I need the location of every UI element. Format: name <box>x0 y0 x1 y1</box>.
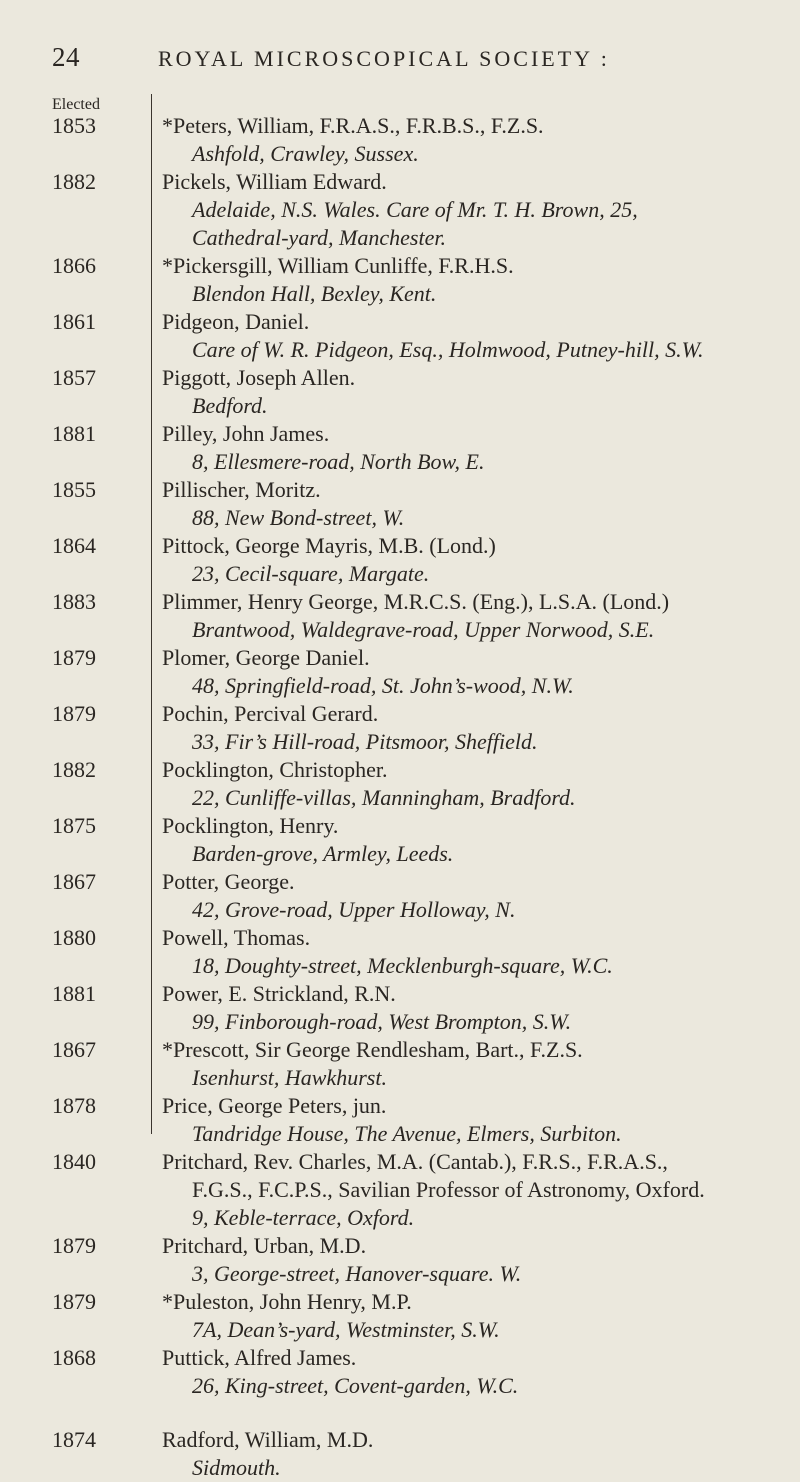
list-item <box>52 364 772 420</box>
member-name: Pickels, William Edward. <box>162 169 387 194</box>
elected-year: 1882 <box>52 169 96 194</box>
member-name: Plimmer, Henry George, M.R.C.S. (Eng.), L.S.A. (Lond.) <box>162 589 670 614</box>
list-item <box>52 644 772 700</box>
elected-column-label: Elected <box>52 96 100 113</box>
elected-year: 1881 <box>52 421 96 446</box>
elected-year: 1868 <box>52 1345 96 1370</box>
member-name: Potter, George. <box>162 869 295 894</box>
member-name: Piggott, Joseph Allen. <box>162 365 356 390</box>
elected-year: 1867 <box>52 869 96 894</box>
member-address: 99, Finborough-road, West Brompton, S.W. <box>192 1009 572 1034</box>
elected-year: 1866 <box>52 253 96 278</box>
member-address: Bedford. <box>192 393 268 418</box>
running-head: ROYAL MICROSCOPICAL SOCIETY : <box>158 46 610 71</box>
list-item <box>52 1426 772 1482</box>
member-address: Care of W. R. Pidgeon, Esq., Holmwood, Putney-hill, S.W. <box>192 337 704 362</box>
member-address: 42, Grove-road, Upper Holloway, N. <box>192 897 516 922</box>
member-name: Radford, William, M.D. <box>162 1427 374 1452</box>
member-name: Power, E. Strickland, R.N. <box>162 981 396 1006</box>
member-address: 26, King-street, Covent-garden, W.C. <box>192 1373 519 1398</box>
member-address: 7A, Dean’s-yard, Westminster, S.W. <box>192 1317 500 1342</box>
list-item <box>52 168 772 252</box>
elected-year: 1879 <box>52 701 96 726</box>
member-address: Isenhurst, Hawkhurst. <box>192 1065 387 1090</box>
member-name: Powell, Thomas. <box>162 925 311 950</box>
elected-year: 1879 <box>52 1233 96 1258</box>
member-name: Pilley, John James. <box>162 421 330 446</box>
elected-year: 1879 <box>52 1289 96 1314</box>
list-item <box>52 1092 772 1148</box>
member-name: Pritchard, Urban, M.D. <box>162 1233 367 1258</box>
elected-year: 1867 <box>52 1037 96 1062</box>
member-address: 8, Ellesmere-road, North Bow, E. <box>192 449 485 474</box>
member-address: Ashfold, Crawley, Sussex. <box>192 141 419 166</box>
member-address: Cathedral-yard, Manchester. <box>192 225 446 250</box>
list-item <box>52 1344 772 1400</box>
elected-year: 1881 <box>52 981 96 1006</box>
member-name: Price, George Peters, jun. <box>162 1093 387 1118</box>
member-address: 33, Fir’s Hill-road, Pitsmoor, Sheffield. <box>192 729 538 754</box>
member-name: Pochin, Percival Gerard. <box>162 701 379 726</box>
member-name: Pidgeon, Daniel. <box>162 309 310 334</box>
elected-year: 1878 <box>52 1093 96 1118</box>
elected-year: 1879 <box>52 645 96 670</box>
member-address: Tandridge House, The Avenue, Elmers, Surbiton. <box>192 1121 622 1146</box>
elected-year: 1880 <box>52 925 96 950</box>
member-address: Barden-grove, Armley, Leeds. <box>192 841 454 866</box>
member-list <box>52 112 772 1482</box>
list-item <box>52 756 772 812</box>
list-item <box>52 420 772 476</box>
list-item <box>52 532 772 588</box>
elected-year: 1882 <box>52 757 96 782</box>
member-name: *Peters, William, F.R.A.S., F.R.B.S., F.Z.S. <box>162 113 544 138</box>
member-name: *Pickersgill, William Cunliffe, F.R.H.S. <box>162 253 514 278</box>
list-item <box>52 252 772 308</box>
list-item <box>52 308 772 364</box>
member-address: 23, Cecil-square, Margate. <box>192 561 430 586</box>
list-item <box>52 112 772 168</box>
member-name: Pittock, George Mayris, M.B. (Lond.) <box>162 533 496 558</box>
member-address: Adelaide, N.S. Wales. Care of Mr. T. H. Brown, 25, <box>192 197 638 222</box>
list-item <box>52 812 772 868</box>
elected-year: 1840 <box>52 1149 96 1174</box>
page-header <box>52 42 760 76</box>
member-address: 22, Cunliffe-villas, Manningham, Bradford. <box>192 785 576 810</box>
list-item <box>52 924 772 980</box>
member-address: Blendon Hall, Bexley, Kent. <box>192 281 437 306</box>
member-name: Pritchard, Rev. Charles, M.A. (Cantab.), F.R.S., F.R.A.S., <box>162 1149 668 1174</box>
member-name: Pocklington, Henry. <box>162 813 339 838</box>
elected-year: 1855 <box>52 477 96 502</box>
member-address: 9, Keble-terrace, Oxford. <box>192 1205 415 1230</box>
list-item <box>52 1036 772 1092</box>
elected-year: 1883 <box>52 589 96 614</box>
elected-year: 1853 <box>52 113 96 138</box>
member-address: F.G.S., F.C.P.S., Savilian Professor of Astronomy, Oxford. <box>192 1177 705 1202</box>
member-address: 3, George-street, Hanover-square. W. <box>192 1261 522 1286</box>
list-item <box>52 980 772 1036</box>
list-item <box>52 588 772 644</box>
member-address: Brantwood, Waldegrave-road, Upper Norwood, S.E. <box>192 617 655 642</box>
member-name: *Puleston, John Henry, M.P. <box>162 1289 412 1314</box>
elected-year: 1857 <box>52 365 96 390</box>
list-item <box>52 1288 772 1344</box>
elected-year: 1864 <box>52 533 96 558</box>
member-address: Sidmouth. <box>192 1455 281 1480</box>
list-item <box>52 476 772 532</box>
page-number: 24 <box>52 42 80 72</box>
member-name: Plomer, George Daniel. <box>162 645 370 670</box>
member-name: Pillischer, Moritz. <box>162 477 321 502</box>
elected-year: 1861 <box>52 309 96 334</box>
member-name: Pocklington, Christopher. <box>162 757 388 782</box>
member-name: *Prescott, Sir George Rendlesham, Bart., F.Z.S. <box>162 1037 583 1062</box>
list-item <box>52 1148 772 1232</box>
list-item <box>52 700 772 756</box>
member-address: 18, Doughty-street, Mecklenburgh-square, W.C. <box>192 953 613 978</box>
member-address: 48, Springfield-road, St. John’s-wood, N.W. <box>192 673 574 698</box>
member-address: 88, New Bond-street, W. <box>192 505 405 530</box>
list-item <box>52 868 772 924</box>
elected-year: 1875 <box>52 813 96 838</box>
member-name: Puttick, Alfred James. <box>162 1345 357 1370</box>
elected-year: 1874 <box>52 1427 96 1452</box>
